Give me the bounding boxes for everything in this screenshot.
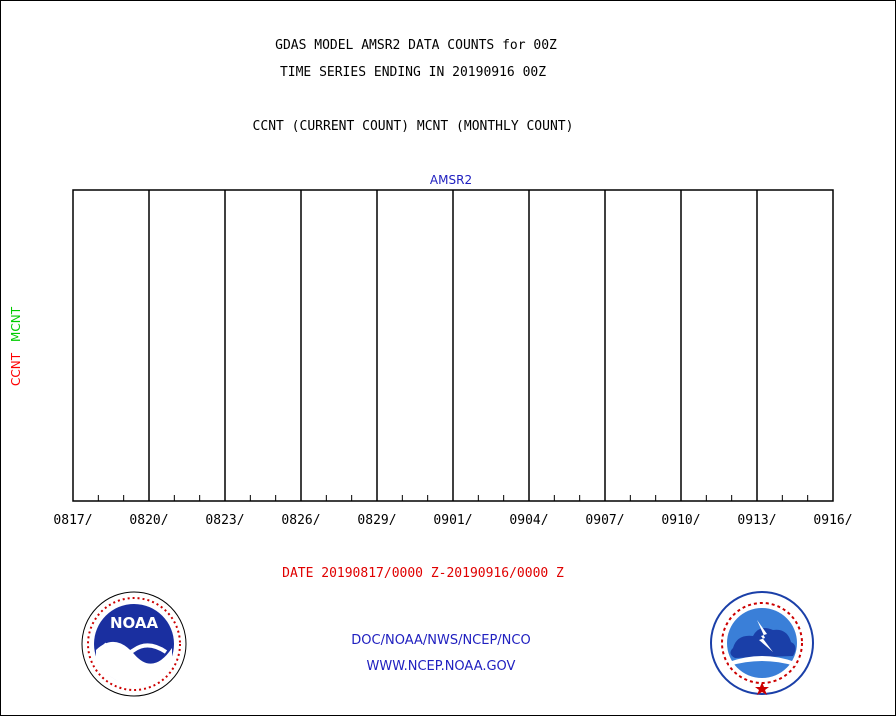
x-tick-label-5: 0901/	[433, 513, 473, 528]
x-tick-label-2: 0823/	[205, 513, 245, 528]
website-label: WWW.NCEP.NOAA.GOV	[366, 659, 516, 674]
noaa-logo-text: NOAA	[109, 614, 159, 632]
x-tick-label-3: 0826/	[281, 513, 321, 528]
x-tick-label-7: 0907/	[585, 513, 625, 528]
x-tick-label-10: 0916/	[813, 513, 853, 528]
date-range-label: DATE 20190817/0000 Z-20190916/0000 Z	[282, 566, 564, 581]
x-tick-label-6: 0904/	[509, 513, 549, 528]
x-tick-label-9: 0913/	[737, 513, 777, 528]
y-axis-label-mcnt: MCNT	[9, 306, 23, 342]
x-tick-label-0: 0817/	[53, 513, 93, 528]
noaa-logo-icon	[80, 590, 188, 698]
x-tick-label-8: 0910/	[661, 513, 701, 528]
y-axis-label-ccnt: CCNT	[9, 352, 23, 386]
subtitle: CCNT (CURRENT COUNT) MCNT (MONTHLY COUNT)	[252, 119, 574, 134]
title-line-2: TIME SERIES ENDING IN 20190916 00Z	[279, 65, 547, 80]
x-tick-label-1: 0820/	[129, 513, 169, 528]
org-label: DOC/NOAA/NWS/NCEP/NCO	[351, 633, 531, 648]
title-line-1: GDAS MODEL AMSR2 DATA COUNTS for 00Z	[275, 38, 557, 53]
nws-logo-icon	[709, 590, 815, 696]
chart-title: AMSR2	[429, 173, 473, 187]
x-tick-label-4: 0829/	[357, 513, 397, 528]
